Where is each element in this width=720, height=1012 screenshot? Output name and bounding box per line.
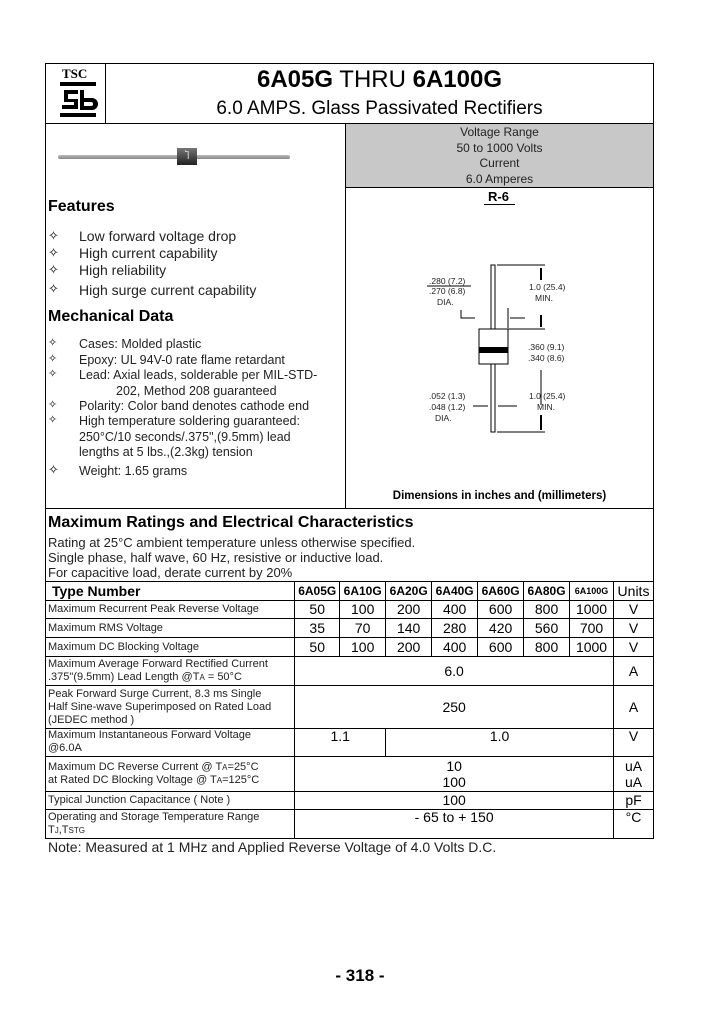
- tsc-logo: [56, 66, 100, 120]
- features-heading: Features: [48, 198, 115, 215]
- logo-mark-icon: [56, 80, 100, 120]
- page-subtitle: 6.0 AMPS. Glass Passivated Rectifiers: [216, 98, 543, 119]
- current-label: Current: [479, 156, 520, 170]
- page-number: - 318 -: [335, 966, 385, 985]
- ratings-table: [45, 581, 654, 839]
- ratings-note: Rating at 25°C ambient temperature unless otherwise specified.: [48, 535, 416, 550]
- mechanical-heading: Mechanical Data: [48, 308, 174, 325]
- dimensions-caption: Dimensions in inches and (millimeters): [392, 490, 607, 502]
- ratings-note: Single phase, half wave, 60 Hz, resistive or inductive load.: [48, 550, 384, 565]
- table-row: Operating and Storage Temperature Range TJ,TSTG - 65 to + 150 °C: [46, 810, 654, 839]
- footnote: Note: Measured at 1 MHz and Applied Reverse Voltage of 4.0 Volts D.C.: [48, 839, 497, 855]
- bullet-icon: ✧: [48, 228, 59, 243]
- table-row: Typical Junction Capacitance ( Note ) 100 pF: [46, 792, 654, 810]
- table-row: Maximum RMS Voltage 35 70 140 280 420 560 700 V: [46, 619, 654, 638]
- voltage-range-value: 50 to 1000 Volts: [456, 140, 543, 155]
- table-header-row: Type Number 6A05G 6A10G 6A20G 6A40G 6A60G 6A80G 6A100G Units: [46, 582, 654, 601]
- list-item: 202, Method 208 guaranteed: [116, 384, 277, 398]
- list-item: High surge current capability: [79, 282, 257, 298]
- ratings-note: For capacitive load, derate current by 20%: [48, 565, 293, 580]
- list-item: Epoxy: UL 94V-0 rate flame retardant: [79, 353, 285, 367]
- bullet-icon: ✧: [48, 245, 59, 260]
- logo-text: TSC: [62, 66, 88, 81]
- list-item: lengths at 5 lbs.,(2.3kg) tension: [79, 445, 253, 459]
- table-row: Maximum DC Reverse Current @ TA=25°C at Rated DC Blocking Voltage @ TA=125°C 10 100 uA uA: [46, 757, 654, 792]
- table-row: Maximum Average Forward Rectified Current .375"(9.5mm) Lead Length @TA = 50°C 6.0 A: [46, 657, 654, 686]
- list-item: Polarity: Color band denotes cathode end: [79, 399, 310, 413]
- table-row: Peak Forward Surge Current, 8.3 ms Single Half Sine-wave Superimposed on Rated Load (JEDEC method ) 250 A: [46, 686, 654, 729]
- table-row: Maximum Instantaneous Forward Voltage @6.0A 1.1 1.0 V: [46, 729, 654, 757]
- bullet-icon: ✧: [48, 262, 59, 277]
- table-row: Maximum DC Blocking Voltage 50 100 200 400 600 800 1000 V: [46, 638, 654, 657]
- ratings-summary-box: [346, 124, 653, 187]
- list-item: Cases: Molded plastic: [79, 337, 202, 351]
- ratings-heading: Maximum Ratings and Electrical Characteristics: [48, 514, 414, 531]
- voltage-range-label: Voltage Range: [460, 125, 539, 139]
- table-row: Maximum Recurrent Peak Reverse Voltage 50 100 200 400 600 800 1000 V: [46, 601, 654, 619]
- list-item: High reliability: [79, 262, 167, 278]
- list-item: High temperature soldering guaranteed:: [79, 414, 300, 428]
- package-name: R-6: [484, 189, 515, 205]
- list-item: 250°C/10 seconds/.375",(9.5mm) lead: [79, 430, 291, 444]
- list-item: Lead: Axial leads, solderable per MIL-STD-: [79, 368, 318, 382]
- diode-body-icon: Ⴈ: [177, 148, 197, 165]
- list-item: Weight: 1.65 grams: [79, 464, 188, 478]
- page-title: 6A05G THRU 6A100G: [257, 66, 502, 93]
- current-value: 6.0 Amperes: [465, 171, 534, 186]
- bullet-icon: ✧: [48, 281, 59, 296]
- list-item: Low forward voltage drop: [79, 228, 237, 244]
- package-outline-drawing: [345, 190, 655, 490]
- diode-image: [58, 155, 290, 159]
- list-item: High current capability: [79, 245, 218, 261]
